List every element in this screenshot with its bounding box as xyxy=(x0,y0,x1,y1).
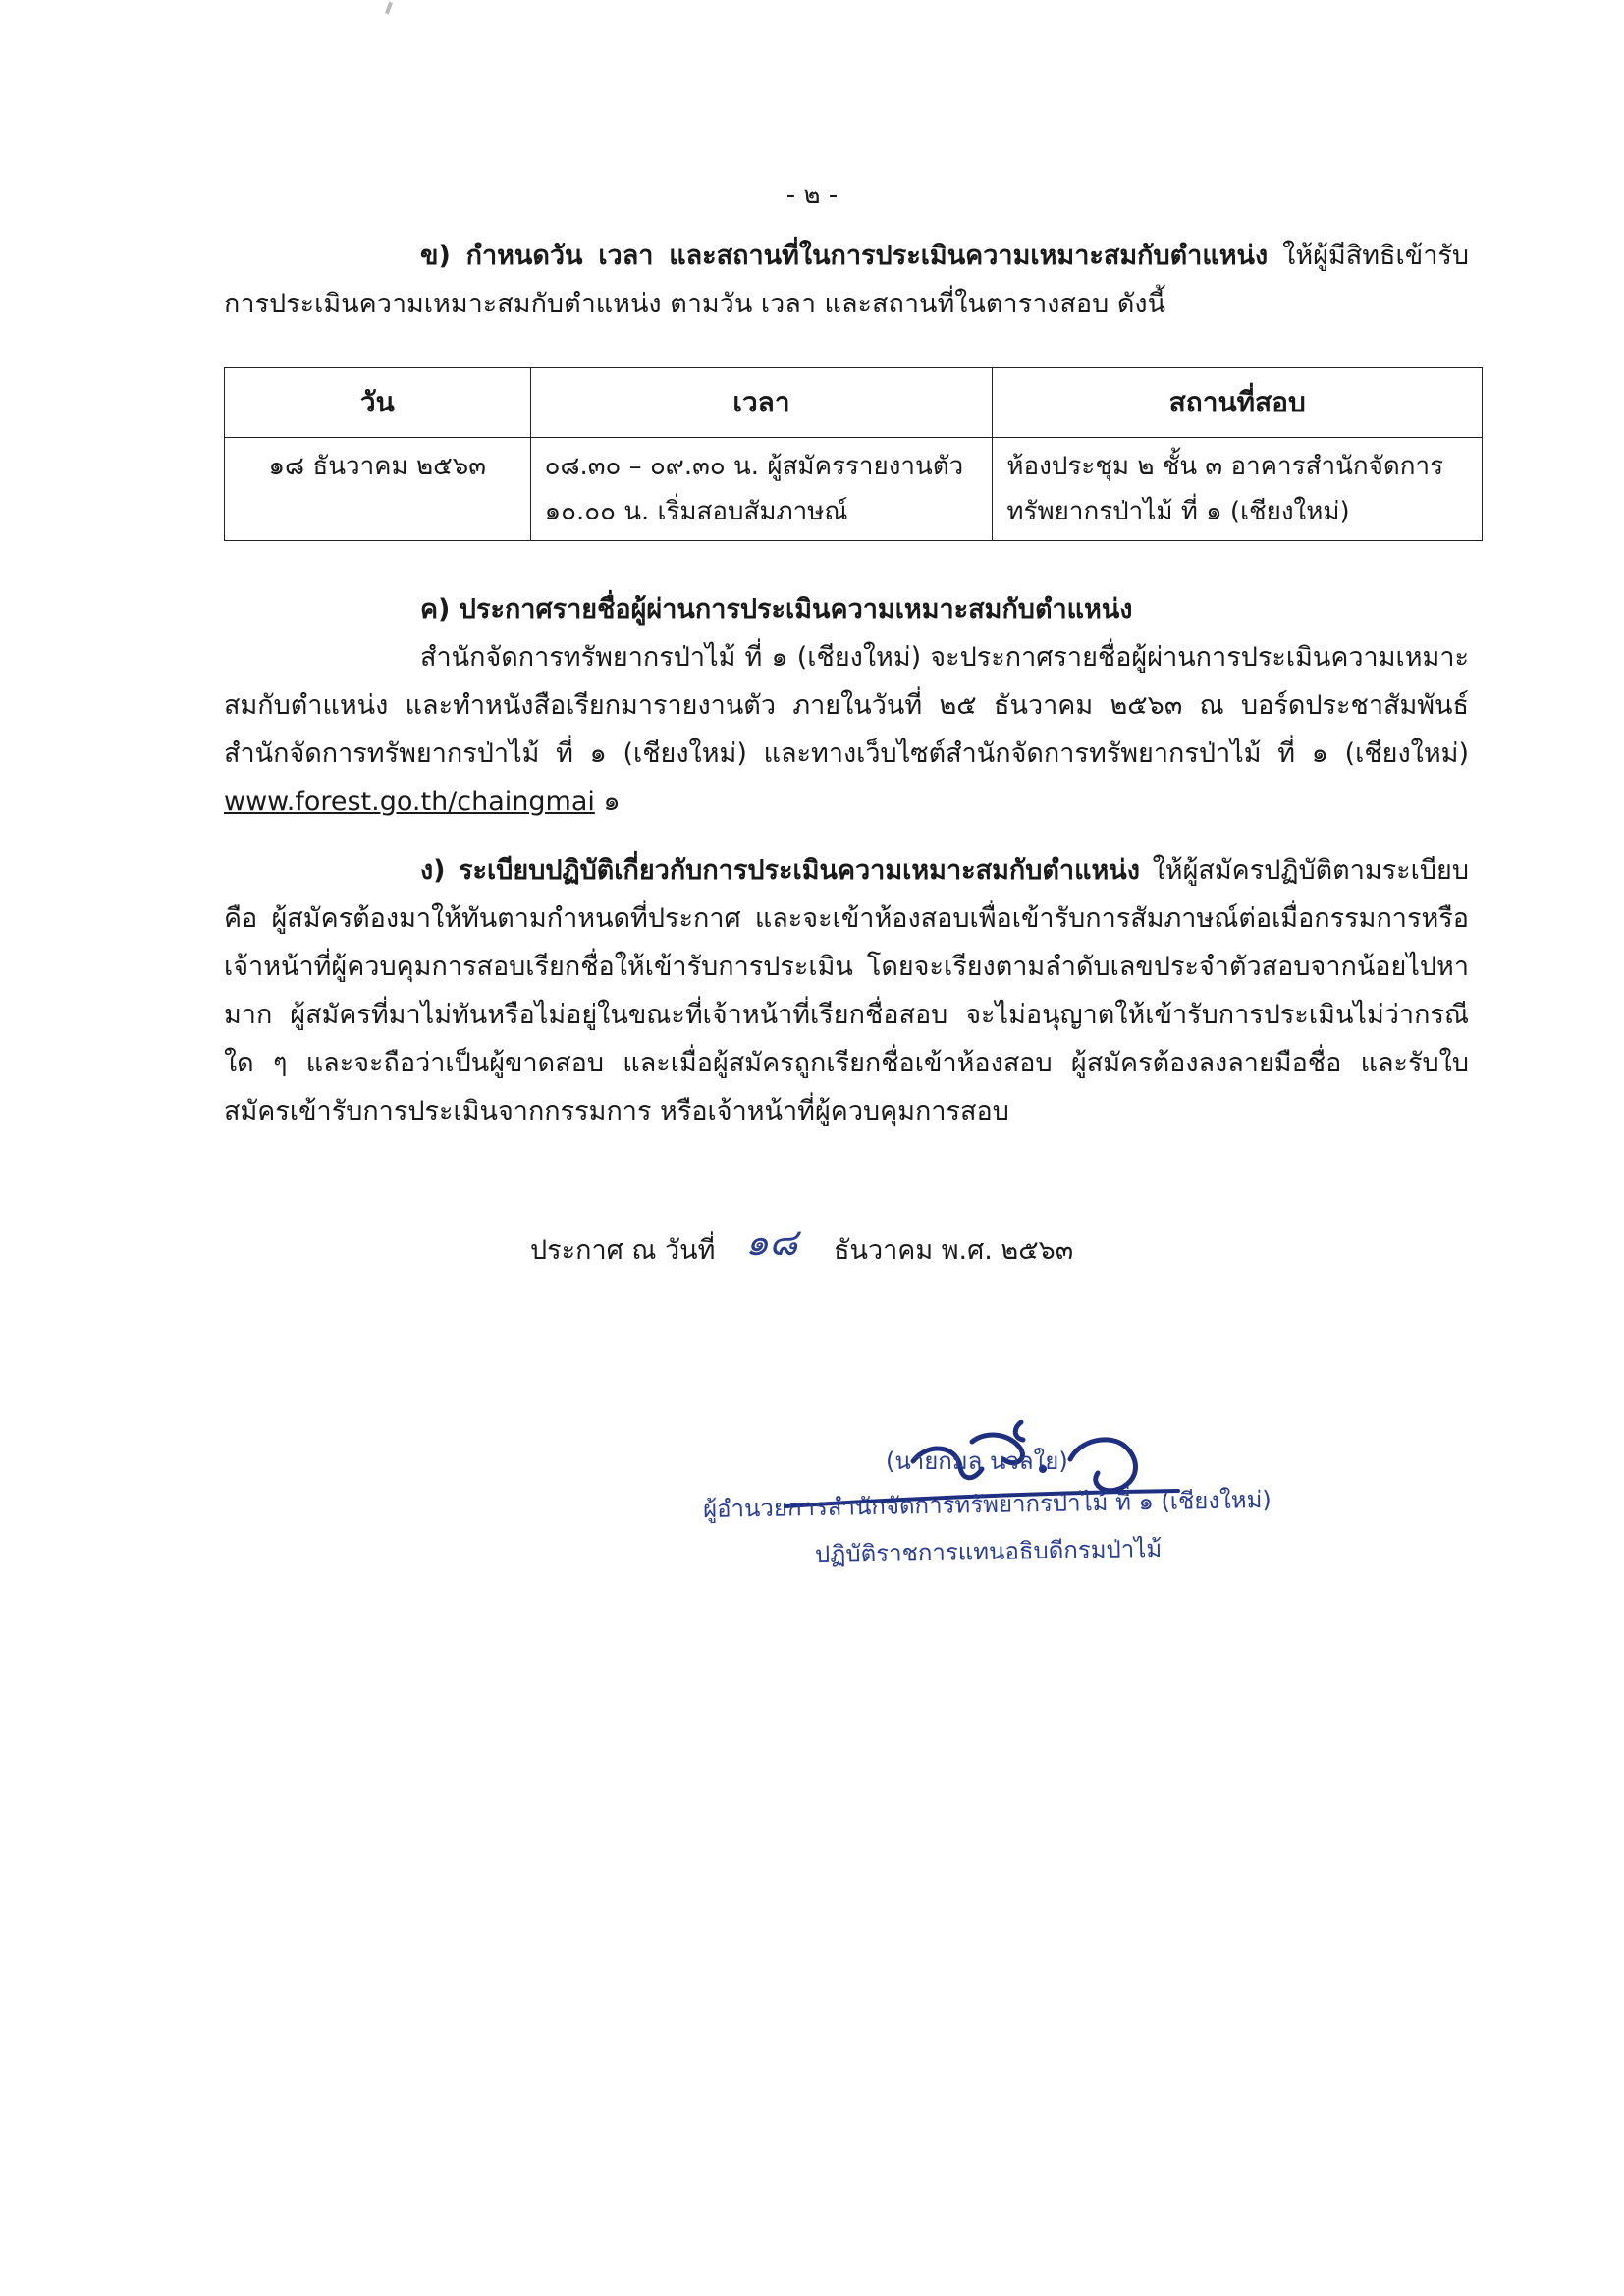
signer-position: ผู้อำนวยการสำนักจัดการทรัพยากรป่าไม้ ที่ ๑ (เชียงใหม่) xyxy=(702,1485,1272,1524)
section-b xyxy=(224,232,1469,328)
link-suffix: ๑ xyxy=(594,787,621,817)
signer-acting-for: ปฏิบัติราชการแทนอธิบดีกรมป่าไม้ xyxy=(814,1534,1163,1569)
place-line-1: ห้องประชุม ๒ ชั้น ๓ อาคารสำนักจัดการ xyxy=(1006,452,1444,481)
exam-schedule-table xyxy=(224,367,1483,541)
website-link[interactable]: www.forest.go.th/chaingmai xyxy=(224,787,595,817)
time-interview: ๑๐.๐๐ น. เริ่มสอบสัมภาษณ์ xyxy=(544,497,848,526)
time-checkin: ๐๘.๓๐ – ๐๙.๓๐ น. ผู้สมัครรายงานตัว xyxy=(544,452,964,481)
section-d-heading: ง) ระเบียบปฏิบัติเกี่ยวกับการประเมินความเหมาะสมกับตำแหน่ง xyxy=(420,855,1140,886)
section-c xyxy=(224,585,1469,826)
header-time: เวลา xyxy=(530,368,993,438)
section-d-body xyxy=(224,847,1469,1135)
announcement-date xyxy=(530,1216,1073,1276)
section-d xyxy=(224,847,1469,1135)
section-c-heading-line xyxy=(224,585,1469,633)
table-row xyxy=(225,438,1483,541)
table-header-row xyxy=(225,368,1483,438)
cell-time xyxy=(530,438,993,541)
announce-prefix: ประกาศ ณ วันที่ xyxy=(530,1235,716,1266)
announce-month-year: ธันวาคม พ.ศ. ๒๕๖๓ xyxy=(834,1235,1074,1266)
scan-speck xyxy=(385,2,393,15)
section-b-body xyxy=(224,232,1469,328)
header-date: วัน xyxy=(225,368,531,438)
section-b-heading: ข) กำหนดวัน เวลา และสถานที่ในการประเมินความเหมาะสมกับตำแหน่ง xyxy=(420,241,1269,271)
cell-place xyxy=(993,438,1483,541)
signer-name: (นายกมล นวลใย) xyxy=(886,1448,1068,1475)
place-line-2: ทรัพยากรป่าไม้ ที่ ๑ (เชียงใหม่) xyxy=(1006,497,1350,526)
section-d-text: ให้ผู้สมัครปฏิบัติตามระเบียบ คือ ผู้สมัครต้องมาให้ทันตามกำหนดที่ประกาศ และจะเข้าห้องสอบเพื่อเข้ารับการสัมภาษณ์ต่อเมื่อกรรมการหรือเจ้าหน้าที่ผู้ควบคุมการสอบเรียกชื่อให้เข้ารับการประเมิน โดยจะเรียงตามลำดับเลขประจำตัวสอบจากน้อยไปหามาก ผู้สมัครที่มาไม่ทันหรือไม่อยู่ในขณะที่เจ้าหน้าที่เรียกชื่อสอบ จะไม่อนุญาตให้เข้ารับการประเมินไม่ว่ากรณีใด ๆ และจะถือว่าเป็นผู้ขาดสอบ และเมื่อผู้สมัครถูกเรียกชื่อเข้าห้องสอบ ผู้สมัครต้องลงลายมือชื่อ และรับใบสมัครเข้ารับการประเมินจากกรรมการ หรือเจ้าหน้าที่ผู้ควบคุมการสอบ xyxy=(224,855,1469,1126)
section-b-text: ให้ผู้มีสิทธิเข้ารับการประเมินความเหมาะสมกับตำแหน่ง ตามวัน เวลา และสถานที่ในตารางสอบ ดังนี้ xyxy=(224,241,1469,319)
section-c-heading: ค) ประกาศรายชื่อผู้ผ่านการประเมินความเหมาะสมกับตำแหน่ง xyxy=(420,594,1133,625)
cell-date: ๑๘ ธันวาคม ๒๕๖๓ xyxy=(225,438,531,541)
announce-day: ๑๘ xyxy=(745,1221,798,1264)
page-number: - ๒ - xyxy=(785,181,839,210)
section-c-body xyxy=(224,633,1469,826)
section-c-text: สำนักจัดการทรัพยากรป่าไม้ ที่ ๑ (เชียงใหม่) จะประกาศรายชื่อผู้ผ่านการประเมินความเหมาะสมกับตำแหน่ง และทำหนังสือเรียกมารายงานตัว ภายในวันที่ ๒๕ ธันวาคม ๒๕๖๓ ณ บอร์ดประชาสัมพันธ์สำนักจัดการทรัพยากรป่าไม้ ที่ ๑ (เชียงใหม่) และทางเว็บไซต์สำนักจัดการทรัพยากรป่าไม้ ที่ ๑ (เชียงใหม่) xyxy=(224,642,1469,769)
header-place: สถานที่สอบ xyxy=(993,368,1483,438)
